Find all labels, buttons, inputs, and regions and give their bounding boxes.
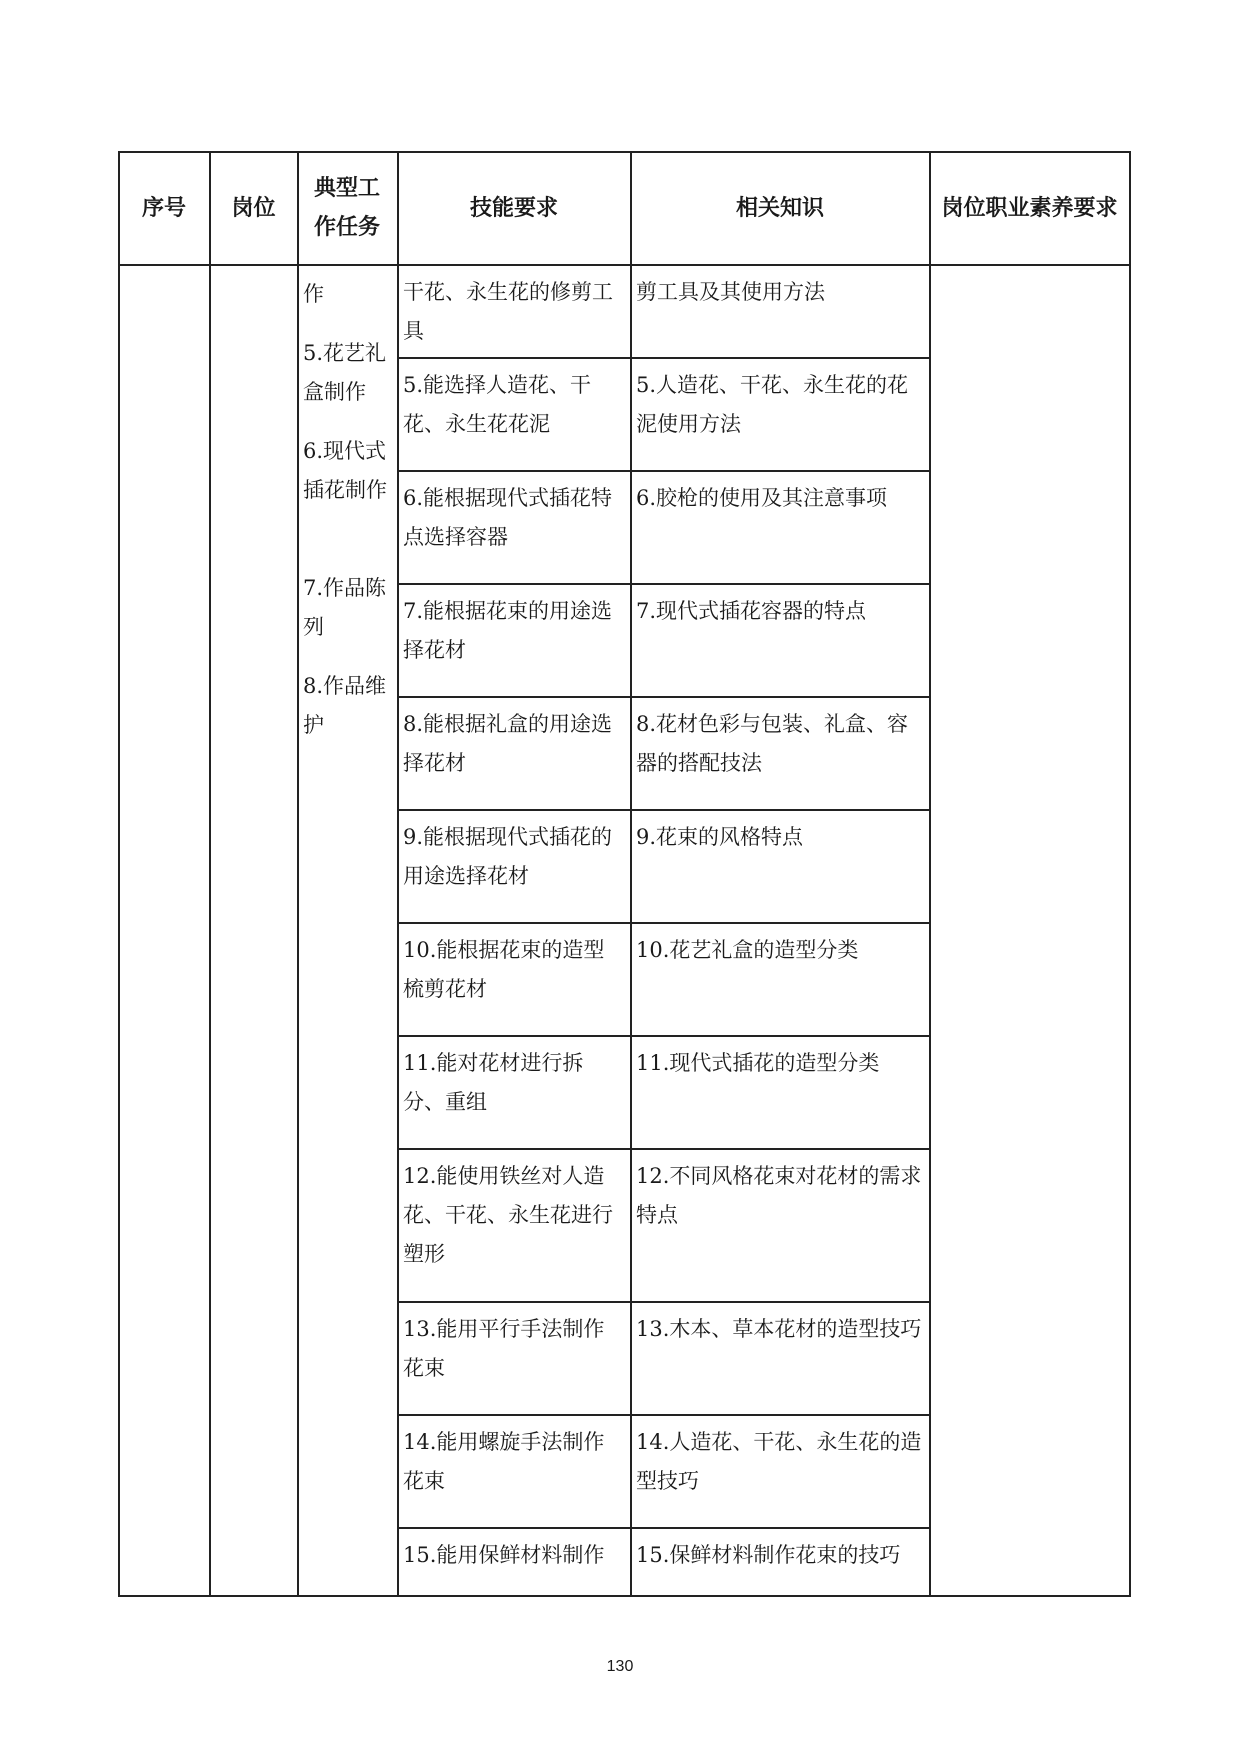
header-quality: 岗位职业素养要求 bbox=[941, 195, 1118, 221]
skill-cell: 5.能选择人造花、干花、永生花花泥 bbox=[403, 373, 592, 436]
skill-cell: 6.能根据现代式插花特点选择容器 bbox=[403, 486, 613, 549]
skill-cell: 15.能用保鲜材料制作 bbox=[403, 1543, 605, 1567]
knowledge-cell: 13.木本、草本花材的造型技巧 bbox=[636, 1317, 922, 1341]
header-post: 岗位 bbox=[231, 195, 276, 221]
knowledge-cell: 14.人造花、干花、永生花的造型技巧 bbox=[636, 1430, 922, 1493]
skill-cell: 12.能使用铁丝对人造花、干花、永生花进行塑形 bbox=[403, 1164, 613, 1266]
skill-cell: 8.能根据礼盒的用途选择花材 bbox=[403, 712, 613, 775]
task-item: 7.作品陈列 bbox=[303, 576, 387, 639]
knowledge-cell: 9.花束的风格特点 bbox=[636, 825, 804, 849]
skill-cell: 干花、永生花的修剪工具 bbox=[403, 280, 613, 343]
skill-cell: 9.能根据现代式插花的用途选择花材 bbox=[403, 825, 613, 888]
skill-cell: 10.能根据花束的造型梳剪花材 bbox=[403, 938, 605, 1001]
task-item: 8.作品维护 bbox=[303, 674, 387, 737]
curriculum-table bbox=[118, 151, 1130, 1597]
knowledge-cell: 15.保鲜材料制作花束的技巧 bbox=[636, 1543, 901, 1567]
skill-cell: 7.能根据花束的用途选择花材 bbox=[403, 599, 613, 662]
header-task: 典型工作任务 bbox=[313, 176, 380, 240]
header-knowledge: 相关知识 bbox=[735, 195, 824, 221]
knowledge-cell: 6.胶枪的使用及其注意事项 bbox=[636, 486, 888, 510]
task-item: 作 bbox=[303, 282, 324, 306]
page-number: 130 bbox=[606, 1658, 634, 1675]
knowledge-cell: 剪工具及其使用方法 bbox=[636, 280, 825, 304]
knowledge-cell: 5.人造花、干花、永生花的花泥使用方法 bbox=[636, 373, 909, 436]
knowledge-cell: 11.现代式插花的造型分类 bbox=[636, 1051, 880, 1075]
knowledge-cell: 7.现代式插花容器的特点 bbox=[636, 599, 867, 623]
knowledge-cell: 8.花材色彩与包装、礼盒、容器的搭配技法 bbox=[636, 712, 909, 775]
skill-cell: 11.能对花材进行拆分、重组 bbox=[403, 1051, 584, 1114]
task-item: 5.花艺礼盒制作 bbox=[303, 341, 387, 404]
skill-cell: 13.能用平行手法制作花束 bbox=[403, 1317, 605, 1380]
skill-cell: 14.能用螺旋手法制作花束 bbox=[403, 1430, 605, 1493]
header-index: 序号 bbox=[141, 195, 186, 221]
header-skill: 技能要求 bbox=[469, 195, 558, 221]
task-item: 6.现代式插花制作 bbox=[303, 439, 387, 502]
knowledge-cell: 10.花艺礼盒的造型分类 bbox=[636, 938, 859, 962]
knowledge-cell: 12.不同风格花束对花材的需求特点 bbox=[636, 1164, 922, 1227]
